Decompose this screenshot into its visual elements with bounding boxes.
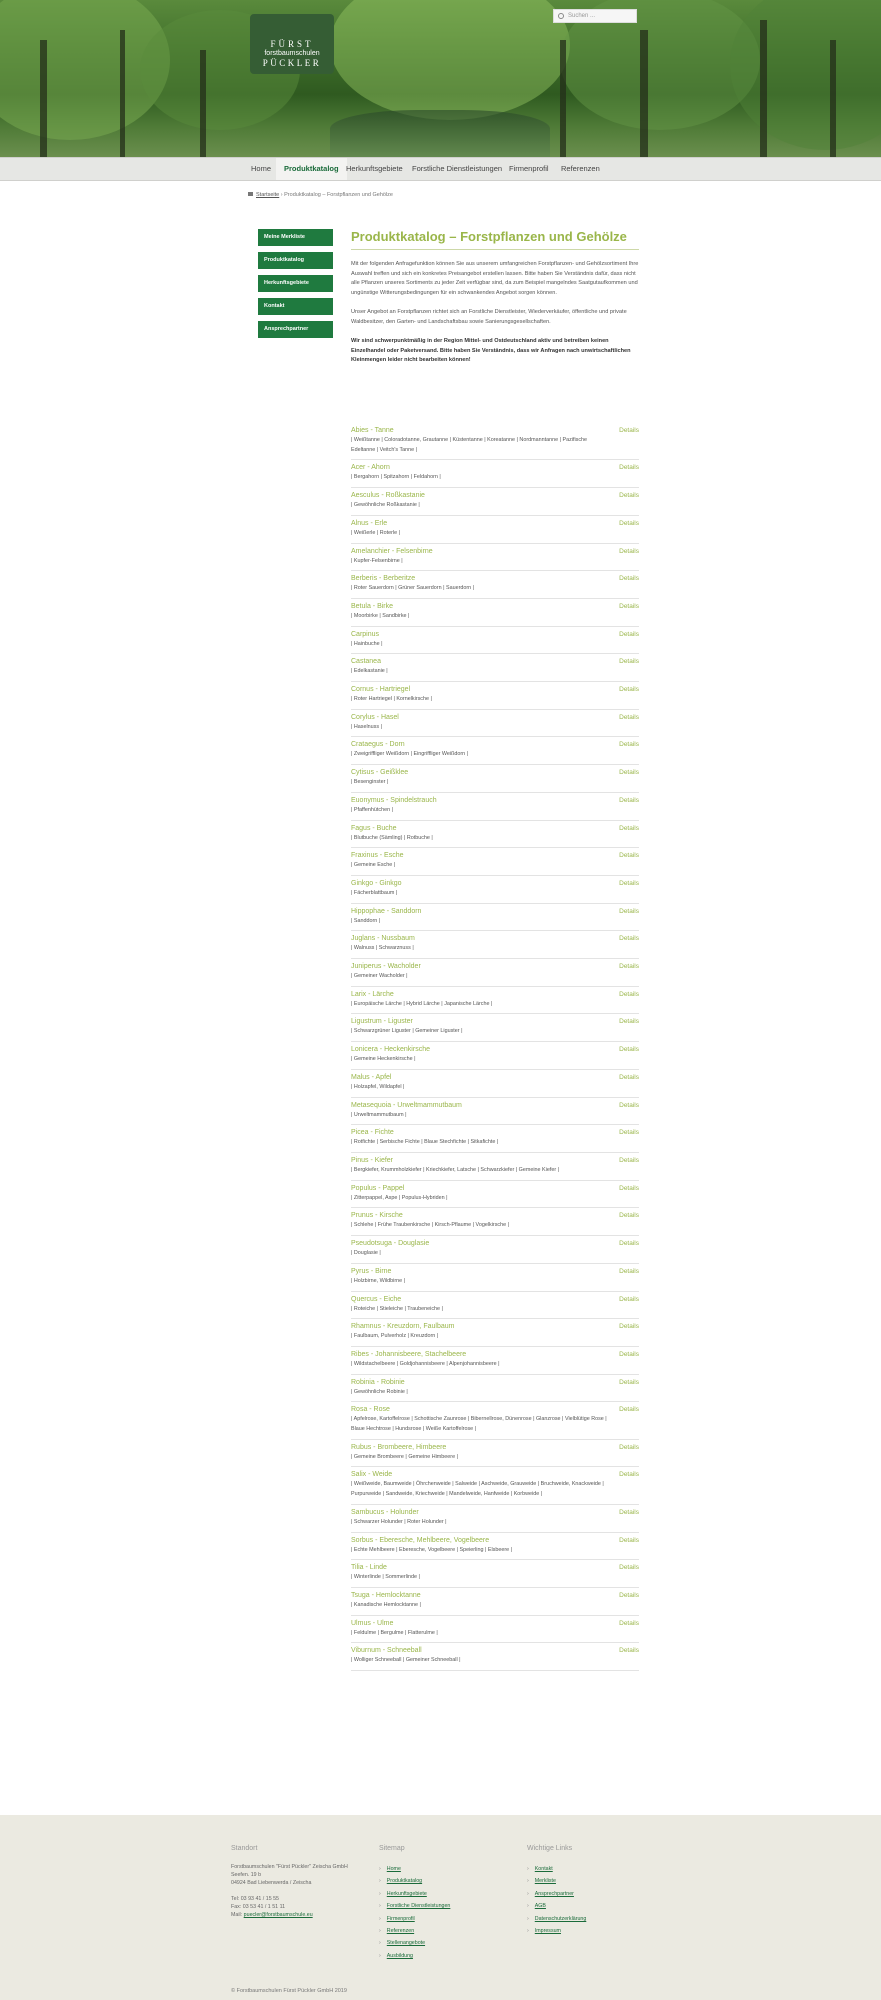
catalog-entry (351, 1014, 639, 1042)
footer-sitemap-link[interactable] (379, 1875, 519, 1887)
catalog-entry-name[interactable]: Betula - Birke (351, 602, 394, 610)
footer-wichtige-link-label: AGB (534, 1903, 546, 1910)
catalog-entry-name[interactable]: Aesculus - Roßkastanie (351, 492, 425, 500)
catalog-entry-species: | Urweltmammutbaum | (351, 1111, 407, 1118)
catalog-entry-species: | Schwarzgrüner Liguster | Gemeiner Liguster | (351, 1028, 463, 1035)
catalog-entry (351, 848, 639, 876)
nav-item-produktkatalog[interactable]: Produktkatalog (276, 158, 347, 180)
catalog-entry-species: | Zitterpappel, Aspe | Populus-Hybriden | (351, 1194, 448, 1201)
details-link[interactable]: Details (619, 963, 639, 971)
catalog-entry (351, 876, 639, 904)
catalog-entry-name[interactable]: Cornus - Hartriegel (351, 686, 411, 694)
catalog-entry-name[interactable]: Rhamnus - Kreuzdorn, Faulbaum (351, 1323, 455, 1331)
details-link[interactable]: Details (619, 1471, 639, 1479)
details-link[interactable]: Details (619, 686, 639, 694)
catalog-entry-name[interactable]: Rubus - Brombeere, Himbeere (351, 1443, 447, 1451)
catalog-entry-name[interactable]: Acer - Ahorn (351, 464, 390, 472)
catalog-entry-species: | Gemeine Esche | (351, 862, 396, 869)
catalog-entry-name[interactable]: Tilia - Linde (351, 1564, 387, 1572)
catalog-entry (351, 1402, 639, 1439)
catalog-entry-species: | Gemeine Brombeere | Gemeine Himbeere | (351, 1453, 458, 1460)
footer-wichtige-link-label: Impressum (534, 1928, 561, 1935)
breadcrumb-home-link[interactable]: Startseite (256, 192, 280, 198)
details-link[interactable]: Details (619, 1018, 639, 1026)
catalog-entry-species: | Blutbuche (Sämling) | Rotbuche | (351, 834, 433, 841)
footer-sitemap (379, 1845, 519, 1962)
catalog-entry (351, 1375, 639, 1403)
footer-city: 04924 Bad Liebenwerda / Zeischa (231, 1880, 312, 1886)
footer-wichtige-link[interactable] (527, 1925, 667, 1937)
catalog-entry (351, 1588, 639, 1616)
chevron-right-icon: › (379, 1890, 381, 1897)
catalog-entry-species: | Haselnuss | (351, 723, 382, 730)
footer-sitemap-link-label: Referenzen (386, 1928, 415, 1935)
catalog-entry (351, 423, 639, 460)
details-link[interactable]: Details (619, 1323, 639, 1331)
footer-sitemap-link[interactable] (379, 1900, 519, 1912)
chevron-right-icon: › (379, 1940, 381, 1947)
details-link[interactable]: Details (619, 575, 639, 583)
page-title: Produktkatalog – Forstpflanzen und Gehölze (351, 229, 639, 250)
intro-paragraph: Mit der folgenden Anfragefunktion können Sie aus unserem umfangreichen Forstpflanzen- und Gehölzsortiment Ihre Auswahl treffen und sich ein konkretes Preisangebot erstellen lassen. Bitte haben Sie Verständnis dafür, dass nicht alle Pflanzen unseres Sortiments zu jeder Zeit verfügbar sind, da zum Beispiel mangelndes Saatgutaufkommen und ungünstige Witterungsbedingungen für ein schwankendes Angebot sorgen können. (351, 261, 639, 296)
breadcrumb-current: Produktkatalog – Forstpflanzen und Gehölze (284, 192, 393, 198)
chevron-right-icon: › (527, 1878, 529, 1885)
footer-wichtige-link[interactable] (527, 1888, 667, 1900)
details-link[interactable]: Details (619, 879, 639, 887)
catalog-entry-species: | Fächerblattbaum | (351, 889, 398, 896)
logo-line3: PÜCKLER (262, 58, 322, 68)
footer-sitemap-link-label: Herkunftsgebiete (386, 1890, 427, 1897)
details-link[interactable]: Details (619, 658, 639, 666)
tree-foliage (730, 0, 881, 150)
catalog-entry-species: | Weißerle | Roterle | (351, 529, 401, 536)
details-link[interactable]: Details (619, 1101, 639, 1109)
details-link[interactable]: Details (619, 1046, 639, 1054)
details-link[interactable]: Details (619, 990, 639, 998)
catalog-entry-name[interactable]: Pseudotsuga - Douglasie (351, 1240, 430, 1248)
footer-mail-link[interactable]: puecler@forstbaumschule.eu (243, 1912, 313, 1918)
details-link[interactable]: Details (619, 1378, 639, 1386)
intro-paragraph: Unser Angebot an Forstpflanzen richtet sich an Forstliche Dienstleister, Wiederverkäufer, öffentliche und private Waldbesitzer, den Garten- und Landschaftsbau sowie Sanierungsgesellschaften. (351, 309, 627, 325)
catalog-entry-name[interactable]: Ribes - Johannisbeere, Stachelbeere (351, 1350, 467, 1358)
details-link[interactable]: Details (619, 769, 639, 777)
catalog-entry-species: | Schwarzer Holunder | Roter Holunder | (351, 1518, 447, 1525)
footer-standort-title: Standort (231, 1845, 258, 1852)
details-link[interactable]: Details (619, 713, 639, 721)
catalog-entry-name[interactable]: Sorbus - Eberesche, Mehlbeere, Vogelbeere (351, 1536, 490, 1544)
catalog-entry-name[interactable]: Pyrus - Birne (351, 1267, 392, 1275)
catalog-entry-species: | Faulbaum, Pulverholz | Kreuzdorn | (351, 1333, 439, 1340)
catalog-entry-species: | Pfaffenhütchen | (351, 806, 393, 813)
main-navigation (0, 157, 881, 181)
catalog-entry (351, 1125, 639, 1153)
details-link[interactable]: Details (619, 602, 639, 610)
footer-sitemap-link[interactable] (379, 1888, 519, 1900)
catalog-entry (351, 1181, 639, 1209)
footer-wichtige-link-label: Datenschutzerklärung (534, 1915, 587, 1922)
details-link[interactable]: Details (619, 547, 639, 555)
catalog-entry-name[interactable]: Fagus - Buche (351, 824, 397, 832)
catalog-entry (351, 737, 639, 765)
catalog-entry-name[interactable]: Corylus - Hasel (351, 713, 399, 721)
catalog-entry-species: | Gewöhnliche Roßkastanie | (351, 502, 420, 509)
details-link[interactable]: Details (619, 1508, 639, 1516)
catalog-entry (351, 710, 639, 738)
catalog-entry (351, 544, 639, 572)
footer-sitemap-link[interactable] (379, 1863, 519, 1875)
catalog-entry-species: | Winterlinde | Sommerlinde | (351, 1574, 420, 1581)
catalog-entry (351, 1236, 639, 1264)
side-navigation (258, 229, 333, 344)
details-link[interactable]: Details (619, 824, 639, 832)
catalog-entry (351, 571, 639, 599)
catalog-entry-name[interactable]: Berberis - Berberitze (351, 575, 416, 583)
footer-sitemap-title: Sitemap (379, 1845, 405, 1852)
copyright: © Forstbaumschulen Fürst Pückler GmbH 2019 (231, 1988, 347, 1994)
footer-mail-label: Mail: (231, 1912, 243, 1918)
details-link[interactable]: Details (619, 1443, 639, 1451)
catalog-entry-name[interactable]: Salix - Weide (351, 1471, 393, 1479)
nav-item-forstliche-dienstleistungen[interactable]: Forstliche Dienstleistungen (412, 164, 503, 173)
search-placeholder: Suchen ... (568, 13, 596, 19)
sidenav-item-produktkatalog[interactable]: Produktkatalog (258, 252, 333, 269)
catalog-entry-name[interactable]: Cytisus - Geißklee (351, 769, 409, 777)
footer-sitemap-link-label: Home (386, 1866, 401, 1872)
catalog-entry (351, 627, 639, 655)
catalog-entry-species: | Gewöhnliche Robinie | (351, 1388, 408, 1395)
catalog-entry-species: | Weißweide, Baumweide | Öhrchenweide | Salweide | Aschweide, Grauweide | Bruchweide, Knackweide | Purpurweide | Sandweide, Kriechweide | Mandelweide, Hanfweide | Korbweide | (351, 1481, 604, 1498)
catalog-entry-name[interactable]: Quercus - Eiche (351, 1295, 402, 1303)
catalog-entry (351, 1505, 639, 1533)
footer-wichtige-link-label: Merkliste (534, 1878, 556, 1885)
details-link[interactable]: Details (619, 907, 639, 915)
details-link[interactable]: Details (619, 741, 639, 749)
details-link[interactable]: Details (619, 519, 639, 527)
details-link[interactable]: Details (619, 427, 639, 434)
catalog-entry-name[interactable]: Crataegus - Dorn (351, 741, 405, 749)
tree-trunk (760, 20, 767, 157)
footer-fax: Fax: 03 53 41 / 1 51 11 (231, 1904, 286, 1910)
catalog-entry (351, 1440, 639, 1468)
chevron-right-icon: › (379, 1903, 381, 1910)
footer-wichtige-title: Wichtige Links (527, 1845, 573, 1852)
footer-wichtige-link-label: Ansprechpartner (534, 1890, 574, 1897)
catalog-entry-species: | Gemeiner Wacholder | (351, 973, 408, 980)
stream (330, 110, 550, 157)
catalog-entry (351, 959, 639, 987)
footer-sitemap-link[interactable] (379, 1950, 519, 1962)
catalog-entry-species: | Feldulme | Bergulme | Flatterulme | (351, 1629, 438, 1636)
catalog-entry-name[interactable]: Ligustrum - Liguster (351, 1018, 413, 1026)
footer-standort (231, 1845, 371, 1919)
catalog-entry (351, 1643, 639, 1671)
footer-wichtige-link[interactable] (527, 1900, 667, 1912)
tree-trunk (120, 30, 125, 157)
catalog-entry (351, 904, 639, 932)
chevron-right-icon: › (379, 1928, 381, 1935)
catalog-entry-name[interactable]: Ulmus - Ulme (351, 1619, 394, 1627)
details-link[interactable]: Details (619, 1156, 639, 1164)
footer-sitemap-link-label: Ausbildung (386, 1952, 413, 1959)
logo-line1: FÜRST (270, 39, 314, 49)
catalog-entry-species: | Roter Sauerdorn | Grüner Sauerdorn | Sauerdorn | (351, 585, 475, 592)
catalog-entry (351, 1560, 639, 1588)
details-link[interactable]: Details (619, 796, 639, 804)
details-link[interactable]: Details (619, 1406, 639, 1414)
catalog-entry-name[interactable]: Populus - Pappel (351, 1184, 405, 1192)
catalog-entry-species: | Gemeine Heckenkirsche | (351, 1056, 416, 1063)
details-link[interactable]: Details (619, 1212, 639, 1220)
catalog-entry-name[interactable]: Lonicera - Heckenkirsche (351, 1046, 430, 1054)
chevron-right-icon: › (379, 1952, 381, 1959)
sidenav-item-ansprechpartner[interactable]: Ansprechpartner (258, 321, 333, 338)
catalog-entry-species: | Douglasie | (351, 1250, 381, 1257)
catalog-entry (351, 682, 639, 710)
catalog-entry-name[interactable]: Larix - Lärche (351, 990, 394, 998)
sidenav-item-merkliste[interactable]: Meine Merkliste (258, 229, 333, 246)
catalog-entry (351, 1467, 639, 1504)
details-link[interactable]: Details (619, 1647, 639, 1655)
catalog-entry-species: | Holzbirne, Wildbirne | (351, 1277, 406, 1284)
catalog-entry-name[interactable]: Pinus - Kiefer (351, 1156, 394, 1164)
nav-item-referenzen[interactable]: Referenzen (561, 164, 600, 173)
catalog-entry-name[interactable]: Juniperus - Wacholder (351, 963, 421, 971)
footer-sitemap-link-label: Forstliche Dienstleistungen (386, 1903, 451, 1910)
chevron-right-icon: › (379, 1878, 381, 1885)
details-link[interactable]: Details (619, 935, 639, 943)
catalog-entry (351, 1098, 639, 1126)
footer-street: Seefen. 19 b (231, 1872, 262, 1878)
footer (0, 1815, 881, 2000)
footer-company: Forstbaumschulen "Fürst Pückler" Zeischa GmbH (231, 1864, 348, 1870)
details-link[interactable]: Details (619, 464, 639, 472)
catalog-entry-species: | Bergahorn | Spitzahorn | Feldahorn | (351, 474, 441, 481)
home-icon (248, 192, 253, 196)
footer-wichtige-link[interactable] (527, 1875, 667, 1887)
catalog-entry (351, 793, 639, 821)
tree-foliage (330, 0, 570, 120)
details-link[interactable]: Details (619, 1184, 639, 1192)
footer-sitemap-link-label: Firmenprofil (386, 1915, 415, 1922)
catalog-entry-name[interactable]: Picea - Fichte (351, 1129, 394, 1137)
catalog-entry-name[interactable]: Amelanchier - Felsenbirne (351, 547, 433, 555)
details-link[interactable]: Details (619, 1591, 639, 1599)
chevron-right-icon: › (527, 1928, 529, 1935)
catalog-entry-species: | Kupfer-Felsenbirne | (351, 557, 403, 564)
tree-trunk (560, 40, 566, 157)
details-link[interactable]: Details (619, 1350, 639, 1358)
catalog-entry-species: | Hainbuche | (351, 640, 383, 647)
catalog-entry-name[interactable]: Juglans - Nussbaum (351, 935, 415, 943)
sidenav-item-herkunftsgebiete[interactable]: Herkunftsgebiete (258, 275, 333, 292)
details-link[interactable]: Details (619, 1267, 639, 1275)
details-link[interactable]: Details (619, 852, 639, 860)
chevron-right-icon: › (527, 1866, 529, 1872)
catalog-entry-species: | Bergkiefer, Krummholzkiefer | Kriechkiefer, Latsche | Schwarzkiefer | Gemeine Kiefer | (351, 1166, 560, 1173)
chevron-right-icon: › (527, 1915, 529, 1922)
nav-item-firmenprofil[interactable]: Firmenprofil (509, 164, 549, 173)
details-link[interactable]: Details (619, 1295, 639, 1303)
catalog-entry-name[interactable]: Malus - Apfel (351, 1073, 392, 1081)
tree-trunk (40, 40, 47, 157)
catalog-entry (351, 1208, 639, 1236)
catalog-entry-name[interactable]: Ginkgo - Ginkgo (351, 879, 402, 887)
details-link[interactable]: Details (619, 1240, 639, 1248)
catalog-entry-species: | Edelkastanie | (351, 668, 388, 675)
chevron-right-icon: › (379, 1866, 381, 1872)
catalog-entry-species: | Moorbirke | Sandbirke | (351, 612, 410, 619)
sidenav-item-kontakt[interactable]: Kontakt (258, 298, 333, 315)
catalog-entry-species: | Weißtanne | Coloradotanne, Grautanne | Küstentanne | Koreatanne | Nordmanntanne | Pazifische Edeltanne | Veitch's Tanne | (351, 437, 588, 453)
breadcrumb-separator: › (280, 192, 283, 198)
chevron-right-icon: › (379, 1915, 381, 1922)
tree-trunk (200, 50, 206, 157)
catalog-entry-name[interactable]: Fraxinus - Esche (351, 852, 404, 860)
catalog-entry-species: | Holzapfel, Wildapfel | (351, 1083, 405, 1090)
catalog-entry-name[interactable]: Euonymus - Spindelstrauch (351, 796, 437, 804)
footer-wichtige-link[interactable] (527, 1863, 667, 1875)
catalog-entry-species: | Sanddorn | (351, 917, 381, 924)
catalog-entry-name[interactable]: Tsuga - Hemlocktanne (351, 1591, 421, 1599)
details-link[interactable]: Details (619, 1129, 639, 1137)
catalog-entry (351, 1347, 639, 1375)
catalog-entry-name[interactable]: Prunus - Kirsche (351, 1212, 403, 1220)
catalog-entry-species: | Schlehe | Frühe Traubenkirsche | Kirsch-Pflaume | Vogelkirsche | (351, 1222, 510, 1229)
intro-notice: Wir sind schwerpunktmäßig in der Region Mittel- und Ostdeutschland aktiv und betreiben keinen Einzelhandel oder Paketversand. Bitte haben Sie Verständnis, dass wir Anfragen nach unwirtschaftlichen Kleinmengen leider nicht bearbeiten können! (351, 338, 631, 363)
logo-line2: forstbaumschulen (264, 50, 320, 57)
details-link[interactable]: Details (619, 1536, 639, 1544)
catalog-entry-name[interactable]: Castanea (351, 658, 381, 666)
catalog-entry-species: | Roter Hartriegel | Kornelkirsche | (351, 696, 432, 703)
catalog-entry-name[interactable]: Rosa - Rose (351, 1406, 390, 1414)
search-icon (558, 13, 564, 19)
catalog-entry (351, 1616, 639, 1644)
details-link[interactable]: Details (619, 1073, 639, 1081)
catalog-entry (351, 821, 639, 849)
catalog-entry-species: | Apfelrose, Kartoffelrose | Schottische Zaunrose | Bibernellrose, Dünenrose | Glanzrose | Vielblütige Rose | Blaue Hechtrose | Hundsrose | Weiße Kartoffelrose | (351, 1416, 607, 1433)
catalog-entry-name[interactable]: Sambucus - Holunder (351, 1508, 419, 1516)
catalog-entry-species: | Wildstachelbeere | Goldjohannisbeere | Alpenjohannisbeere | (351, 1360, 500, 1367)
footer-sitemap-link-label: Stellenangebote (386, 1940, 426, 1947)
footer-sitemap-link-label: Produktkatalog (386, 1878, 423, 1885)
details-link[interactable]: Details (619, 1564, 639, 1572)
catalog-entry (351, 1153, 639, 1181)
catalog-entry-species: | Wolliger Schneeball | Gemeiner Schneeball | (351, 1657, 461, 1664)
catalog-entry-species: | Roteiche | Stieleiche | Traubeneiche | (351, 1305, 443, 1312)
catalog-entry-name[interactable]: Metasequoia - Urweltmammutbaum (351, 1101, 462, 1109)
header-banner (0, 0, 881, 157)
footer-wichtige-link[interactable] (527, 1913, 667, 1925)
footer-wichtige-link-label: Kontakt (534, 1866, 553, 1872)
catalog-entry-name[interactable]: Abies - Tanne (351, 427, 394, 434)
chevron-right-icon: › (527, 1903, 529, 1910)
catalog-entry (351, 1264, 639, 1292)
details-link[interactable]: Details (619, 630, 639, 638)
details-link[interactable]: Details (619, 492, 639, 500)
catalog-entry (351, 1292, 639, 1320)
footer-sitemap-link[interactable] (379, 1925, 519, 1937)
catalog-entry-name[interactable]: Alnus - Erle (351, 519, 388, 527)
product-catalog-list (351, 423, 639, 1671)
details-link[interactable]: Details (619, 1619, 639, 1627)
catalog-entry (351, 1042, 639, 1070)
catalog-entry-name[interactable]: Robinia - Robinie (351, 1378, 405, 1386)
catalog-entry (351, 460, 639, 488)
catalog-entry (351, 654, 639, 682)
footer-sitemap-link[interactable] (379, 1913, 519, 1925)
breadcrumb (248, 192, 393, 198)
catalog-entry (351, 931, 639, 959)
footer-sitemap-link[interactable] (379, 1937, 519, 1949)
catalog-entry-species: | Zweigriffliger Weißdorn | Eingriffliger Weißdorn | (351, 751, 469, 758)
catalog-entry-name[interactable]: Viburnum - Schneeball (351, 1647, 422, 1655)
catalog-entry-species: | Echte Mehlbeere | Eberesche, Vogelbeere | Speierling | Elsbeere | (351, 1546, 513, 1553)
tree-trunk (830, 40, 836, 157)
catalog-entry (351, 1319, 639, 1347)
footer-tel: Tel: 03 93 41 / 15 55 (231, 1896, 280, 1902)
main-content (351, 229, 639, 366)
catalog-entry (351, 1070, 639, 1098)
footer-mail-row (231, 1911, 371, 1919)
catalog-entry (351, 516, 639, 544)
catalog-entry (351, 599, 639, 627)
catalog-entry (351, 488, 639, 516)
chevron-right-icon: › (527, 1890, 529, 1897)
catalog-entry (351, 765, 639, 793)
catalog-entry-species: | Kanadische Hemlocktanne | (351, 1601, 421, 1608)
footer-wichtige-links (527, 1845, 667, 1937)
catalog-entry-species: | Europäische Lärche | Hybrid Lärche | Japanische Lärche | (351, 1000, 493, 1007)
search-input[interactable] (553, 9, 637, 23)
tree-trunk (640, 30, 648, 157)
catalog-entry (351, 987, 639, 1015)
catalog-entry-name[interactable]: Hippophae - Sanddorn (351, 907, 422, 915)
site-logo[interactable] (250, 14, 334, 74)
catalog-entry-species: | Rotfichte | Serbische Fichte | Blaue Stechfichte | Sitkafichte | (351, 1139, 499, 1146)
catalog-entry-name[interactable]: Carpinus (351, 630, 380, 638)
nav-item-herkunftsgebiete[interactable]: Herkunftsgebiete (346, 164, 403, 173)
catalog-entry (351, 1533, 639, 1561)
nav-item-home[interactable]: Home (251, 164, 272, 173)
catalog-entry-species: | Walnuss | Schwarznuss | (351, 945, 414, 952)
catalog-entry-species: | Besenginster | (351, 779, 389, 786)
